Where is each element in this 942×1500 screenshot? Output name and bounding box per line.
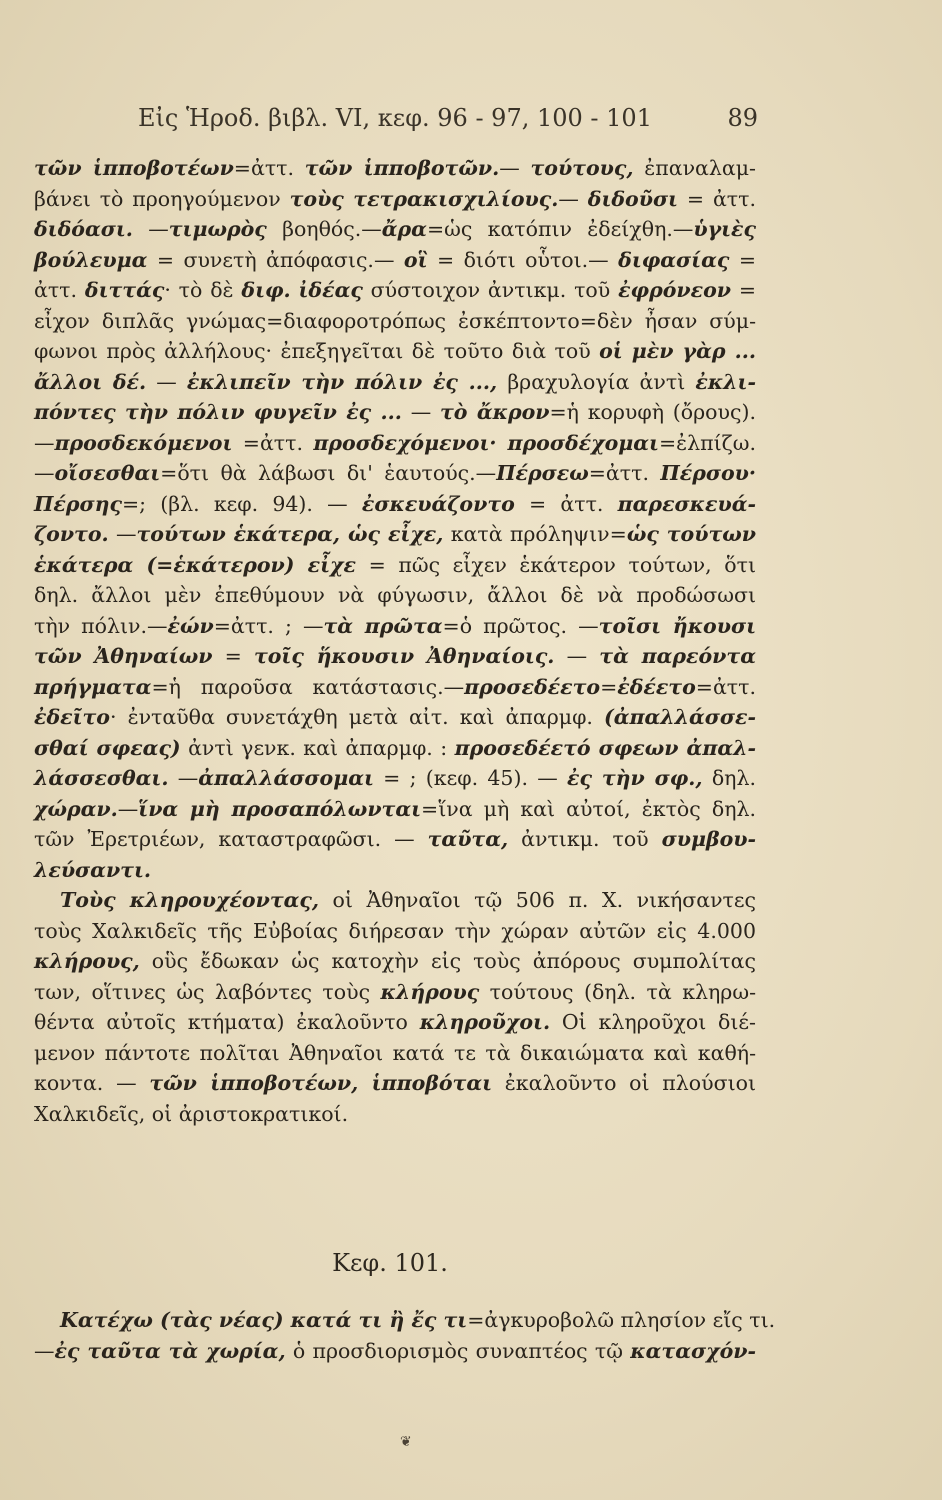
lemma: τῶν ἱπποβοτέων, ἱπποβόται	[149, 1071, 493, 1095]
gloss-text: δηλ.	[702, 766, 756, 790]
gloss-text: · ἐνταῦθα συνετάχθη μετὰ αἰτ. καὶ ἀπαρμφ.	[109, 705, 605, 729]
lemma: λάσσεσθαι.	[34, 766, 169, 790]
text-line	[34, 367, 756, 398]
running-title: Εἰς Ἡροδ. βιβλ. VI, κεφ. 96 - 97, 100 - 101	[138, 104, 652, 132]
gloss-text: —	[499, 156, 531, 180]
gloss-text: ἀντὶ γενκ. καὶ ἀπαρμφ. :	[180, 735, 455, 760]
gloss-text: = διότι οὗτοι.—	[427, 247, 619, 272]
gloss-text: —	[168, 766, 199, 790]
lemma: ἐς ταῦτα τὰ χωρία,	[54, 1339, 286, 1363]
lemma: τούτους,	[530, 156, 634, 180]
text-line	[34, 733, 756, 764]
gloss-text: δηλ. ἄλλοι μὲν ἐπεθύμουν νὰ φύγωσιν, ἄλλοι δὲ νὰ προδώσωσι	[34, 583, 756, 607]
gloss-text: =ἀγκυροβολῶ πλησίον εἴς τι.	[467, 1308, 776, 1332]
gloss-text: =ὅτι θὰ λάβωσι δι' ἑαυτούς.—	[160, 461, 497, 485]
gloss-text: =	[212, 644, 254, 668]
gloss-text: = ; (κεφ. 45). —	[373, 766, 567, 790]
gloss-text: —	[34, 1339, 55, 1363]
text-line	[34, 977, 756, 1008]
chapter-heading: Κεφ. 101.	[332, 1249, 448, 1277]
gloss-text: —	[34, 461, 55, 485]
lemma: πόντες τὴν πόλιν φυγεῖν ἐς ...	[34, 400, 402, 424]
gloss-text: Χαλκιδεῖς, οἱ ἀριστοκρατικοί.	[34, 1101, 349, 1126]
gloss-text: κατὰ πρόληψιν=	[443, 522, 627, 546]
lemma: ἄρα	[381, 217, 427, 241]
lemma: ἑκάτερα (=ἑκάτερον) εἶχε	[34, 552, 356, 577]
text-line	[34, 458, 756, 489]
gloss-text: των, οἵτινες ὡς λαβόντες τοὺς	[34, 979, 381, 1004]
gloss-text: τὴν πόλιν.—	[34, 613, 168, 638]
gloss-text: τῶν Ἐρετριέων, καταστραφῶσι. —	[34, 827, 428, 851]
gloss-text: βοηθός.—	[266, 217, 382, 241]
lemma: τὰ πρῶτα	[323, 613, 443, 638]
gloss-text: —	[401, 400, 440, 424]
gloss-text: =ἡ κορυφὴ (ὄρους).	[549, 400, 756, 424]
text-line	[34, 184, 756, 215]
gloss-text: τούτους (δηλ. τὰ κληρω-	[479, 979, 757, 1004]
text-line	[34, 946, 756, 977]
text-line	[34, 550, 756, 581]
gloss-text: ἐκαλοῦντο οἱ πλούσιοι	[492, 1071, 756, 1095]
lemma: οἴσεσθαι	[54, 461, 161, 485]
gloss-text: =	[600, 674, 618, 699]
lemma: ἐφρόνεον	[618, 278, 731, 302]
gloss-text: ὁ προσδιορισμὸς συναπτέος τῷ	[285, 1339, 631, 1363]
gloss-text: μενον πάντοτε πολῖται Ἀθηναῖοι κατά τε τὰ δικαιώματα καὶ καθή-	[34, 1040, 756, 1065]
lemma: τῶν ἱπποβοτέων	[34, 156, 234, 180]
lemma: ἐδεῖτο	[34, 705, 110, 729]
gloss-text: —	[146, 369, 187, 394]
lemma: πρήγματα	[34, 674, 152, 699]
lemma: Πέρσης	[34, 491, 122, 516]
lemma: τοὺς τετρακισχιλίους.	[289, 186, 559, 211]
lemma: κατασχόν-	[630, 1339, 757, 1363]
text-line	[34, 1038, 756, 1069]
lemma: παρεσκευά-	[617, 491, 756, 516]
lemma: ἰδέας	[298, 278, 363, 302]
page-number: 89	[727, 104, 758, 132]
lemma: κλήρους,	[34, 949, 140, 973]
gloss-text: =	[730, 278, 756, 302]
lemma: οἳ	[403, 247, 428, 272]
text-line	[34, 641, 756, 672]
lemma: βούλευμα	[34, 247, 148, 272]
gloss-text: βραχυλογία ἀντὶ	[497, 369, 696, 394]
lemma: διττάς	[84, 278, 165, 302]
text-line	[34, 916, 756, 947]
lemma: τὸ ἄκρον	[439, 400, 550, 424]
gloss-text: =ἐλπίζω.	[658, 430, 756, 455]
lemma: προσεδέετο	[464, 674, 601, 699]
gloss-text: =ἡ παροῦσα κατάστασις.—	[151, 674, 465, 699]
gloss-text: = ἀττ.	[514, 491, 618, 516]
lemma: Πέρσου·	[660, 461, 756, 485]
lemma: Κατέχω (τὰς νέας) κατά τι ἢ ἔς τι	[60, 1308, 468, 1332]
text-line	[34, 611, 756, 642]
lemma: κλήρους	[380, 979, 480, 1004]
gloss-text: —	[132, 217, 169, 241]
commentary-text	[34, 153, 756, 1129]
lemma: προσεδέετό σφεων ἀπαλ-	[454, 735, 756, 760]
gloss-text: ἀττ.	[34, 278, 85, 302]
lemma: τοῖς ἥκουσιν Ἀθηναίοις.	[253, 644, 555, 668]
text-line	[34, 397, 756, 428]
lemma: τιμωρὸς	[168, 217, 267, 241]
printer-ornament-icon: ❦	[400, 1434, 412, 1450]
text-line	[34, 519, 756, 550]
lemma: ζοντο.	[34, 522, 109, 546]
lemma: ὑγιὲς	[693, 217, 756, 241]
gloss-text: —	[34, 430, 55, 455]
text-line	[34, 1007, 756, 1038]
lemma: σθαί σφεας)	[34, 735, 181, 760]
gloss-text: =ἀττ.	[233, 156, 305, 180]
lemma: Πέρσεω	[496, 461, 589, 485]
lemma: συμβου-	[661, 827, 757, 851]
text-line	[34, 336, 756, 367]
lemma: ἐσκευάζοντο	[361, 491, 515, 516]
lemma: τούτων ἑκάτερα, ὡς εἶχε,	[136, 522, 444, 546]
gloss-text: ἐπαναλαμ-	[633, 156, 756, 180]
gloss-text: τοὺς Χαλκιδεῖς τῆς Εὐβοίας διήρεσαν τὴν χώραν αὐτῶν εἰς 4.000	[34, 918, 756, 943]
text-line	[34, 153, 756, 184]
gloss-text: φωνοι πρὸς ἀλλήλους· ἐπεξηγεῖται δὲ τοῦτο διὰ τοῦ	[34, 339, 600, 363]
text-line	[34, 794, 756, 825]
text-line	[34, 1068, 756, 1099]
chapter-101-text	[34, 1305, 776, 1367]
lemma: ὡς τούτων	[626, 522, 756, 546]
text-line	[34, 1099, 756, 1130]
lemma: χώραν.	[34, 796, 118, 821]
gloss-text: =	[729, 247, 756, 272]
gloss-text: · τὸ δὲ	[164, 278, 242, 302]
gloss-text: =ἀττ.	[232, 430, 314, 455]
text-line	[34, 702, 756, 733]
text-line	[34, 580, 756, 611]
lemma: ἐών	[167, 613, 214, 638]
text-line	[34, 824, 756, 855]
lemma: Τοὺς κληρουχέοντας,	[60, 888, 320, 912]
gloss-text: =ὡς κατόπιν ἐδείχθη.—	[426, 217, 694, 241]
gloss-text: σύστοιχον ἀντικμ. τοῦ	[362, 278, 619, 302]
lemma: ἵνα μὴ προσαπόλωνται	[138, 796, 422, 821]
lemma: διφασίας	[618, 247, 730, 272]
lemma: διδόασι.	[34, 217, 133, 241]
lemma: ἄλλοι δέ.	[34, 369, 147, 394]
lemma: ταῦτα,	[427, 827, 509, 851]
gloss-text: —	[554, 644, 600, 668]
text-line	[34, 245, 756, 276]
gloss-text: θέντα αὐτοῖς κτήματα) ἐκαλοῦντο	[34, 1010, 420, 1034]
running-header	[138, 104, 758, 138]
text-line	[34, 763, 756, 794]
lemma: ἐκλι-	[695, 369, 756, 394]
gloss-text	[291, 278, 299, 302]
text-line	[34, 1305, 776, 1336]
lemma: κληροῦχοι.	[419, 1010, 551, 1034]
text-line	[34, 214, 756, 245]
gloss-text: βάνει τὸ προηγούμενον	[34, 186, 290, 211]
lemma: (ἀπαλλάσσε-	[604, 705, 756, 729]
lemma: ἐς τὴν σφ.,	[567, 766, 703, 790]
gloss-text: =ἵνα μὴ καὶ αὐτοί, ἐκτὸς δηλ.	[421, 796, 756, 821]
gloss-text: —	[558, 186, 588, 211]
gloss-text: =ἀττ.	[695, 674, 756, 699]
lemma: λεύσαντι.	[34, 857, 152, 882]
text-line	[34, 428, 756, 459]
gloss-text: =ἀττ. ; —	[213, 613, 324, 638]
gloss-text: =; (βλ. κεφ. 94). —	[121, 491, 362, 516]
gloss-text: —	[108, 522, 137, 546]
lemma: τῶν ἱπποβοτῶν.	[304, 156, 500, 180]
lemma: ἐδέετο	[617, 674, 696, 699]
text-line	[34, 1336, 756, 1367]
gloss-text: —	[117, 796, 139, 821]
lemma: οἱ μὲν γὰρ ...	[599, 339, 756, 363]
gloss-text: = ἀττ.	[677, 186, 756, 211]
gloss-text: = συνετὴ ἀπόφασις.—	[147, 247, 404, 272]
lemma: ἀπαλλάσσομαι	[198, 766, 374, 790]
gloss-text: οὓς ἔδωκαν ὡς κατοχὴν εἰς τοὺς ἀπόρους συμπολίτας	[139, 949, 756, 973]
lemma: προσδεκόμενοι	[54, 430, 233, 455]
lemma: ἐκλιπεῖν τὴν πόλιν ἐς ...,	[186, 369, 498, 394]
lemma: προσδεχόμενοι· προσδέχομαι	[313, 430, 659, 455]
gloss-text: =ὁ πρῶτος. —	[442, 613, 599, 638]
text-line	[34, 672, 756, 703]
text-line	[34, 489, 756, 520]
gloss-text: εἶχον διπλᾶς γνώμας=διαφοροτρόπως ἐσκέπτοντο=δὲν ἦσαν σύμ-	[34, 308, 756, 333]
gloss-text: οἱ Ἀθηναῖοι τῷ 506 π. Χ. νικήσαντες	[319, 888, 756, 912]
lemma: διφ.	[241, 278, 291, 302]
lemma: τὰ παρεόντα	[599, 644, 756, 668]
gloss-text: =ἀττ.	[588, 461, 661, 485]
lemma: τοῖσι ἤκουσι	[598, 613, 756, 638]
lemma: διδοῦσι	[587, 186, 678, 211]
gloss-text: κοντα. —	[34, 1071, 150, 1095]
gloss-text: ἀντικμ. τοῦ	[508, 827, 662, 851]
gloss-text: Οἱ κληροῦχοι διέ-	[550, 1010, 756, 1034]
text-line	[34, 885, 756, 916]
gloss-text: = πῶς εἶχεν ἑκάτερον τούτων, ὅτι	[356, 552, 756, 577]
text-line	[34, 275, 756, 306]
text-line	[34, 306, 756, 337]
lemma: τῶν Ἀθηναίων	[34, 644, 213, 668]
text-line	[34, 855, 756, 886]
